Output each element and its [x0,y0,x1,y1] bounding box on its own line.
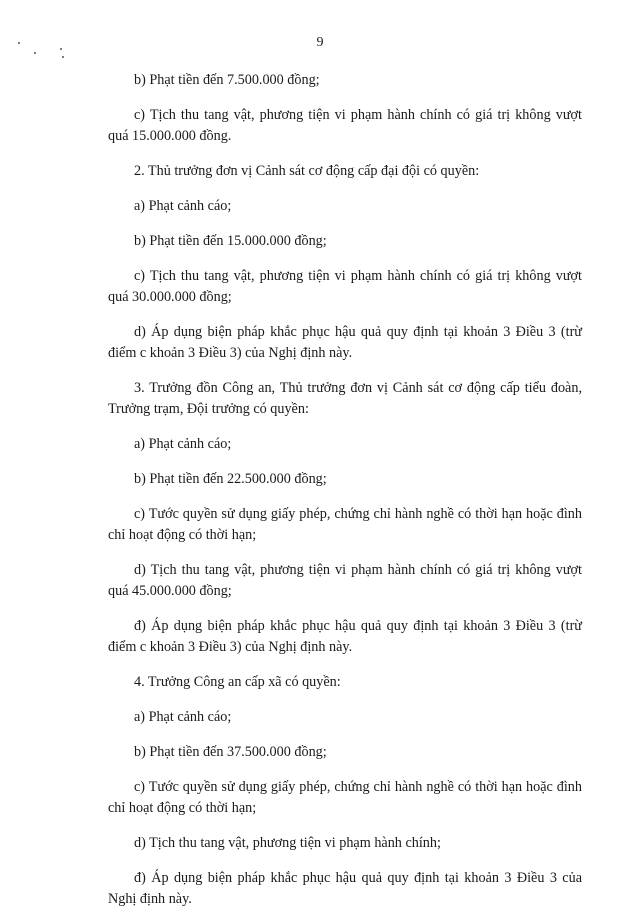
paragraph: b) Phạt tiền đến 15.000.000 đồng; [134,233,327,249]
paragraph: c) Tịch thu tang vật, phương tiện vi phạm hành chính có giá trị không vượt quá 30.000.000 đồng; [108,268,582,305]
page-number: 9 [316,35,324,50]
paragraph: d) Áp dụng biện pháp khắc phục hậu quả quy định tại khoản 3 Điều 3 (trừ điểm c khoản 3 Điều 3) của Nghị định này. [108,324,582,361]
paragraph: a) Phạt cảnh cáo; [134,436,232,452]
paragraph: 3. Trưởng đồn Công an, Thủ trưởng đơn vị Cảnh sát cơ động cấp tiểu đoàn, Trưởng trạm, Đội trưởng có quyền: [108,380,582,417]
paragraph: d) Tịch thu tang vật, phương tiện vi phạm hành chính có giá trị không vượt quá 45.000.000 đồng; [108,562,582,599]
paragraph: b) Phạt tiền đến 37.500.000 đồng; [134,744,327,760]
paragraph: a) Phạt cảnh cáo; [134,198,232,214]
paragraph: b) Phạt tiền đến 7.500.000 đồng; [134,72,320,88]
paragraph: b) Phạt tiền đến 22.500.000 đồng; [134,471,327,487]
paragraph: c) Tịch thu tang vật, phương tiện vi phạm hành chính có giá trị không vượt quá 15.000.000 đồng. [108,107,582,144]
paragraph: đ) Áp dụng biện pháp khắc phục hậu quả quy định tại khoản 3 Điều 3 của Nghị định này. [108,870,582,907]
paragraph: a) Phạt cảnh cáo; [134,709,232,725]
paragraph: c) Tước quyền sử dụng giấy phép, chứng chỉ hành nghề có thời hạn hoặc đình chỉ hoạt động có thời hạn; [108,506,582,543]
paragraph: 4. Trưởng Công an cấp xã có quyền: [134,674,341,690]
paragraph: 2. Thủ trưởng đơn vị Cảnh sát cơ động cấp đại đội có quyền: [134,163,480,179]
paragraph: c) Tước quyền sử dụng giấy phép, chứng chỉ hành nghề có thời hạn hoặc đình chỉ hoạt động có thời hạn; [108,779,582,816]
paragraph: đ) Áp dụng biện pháp khắc phục hậu quả quy định tại khoản 3 Điều 3 (trừ điểm c khoản 3 Điều 3) của Nghị định này. [108,618,582,655]
document-body [108,70,582,924]
paragraph: d) Tịch thu tang vật, phương tiện vi phạm hành chính; [134,835,441,851]
